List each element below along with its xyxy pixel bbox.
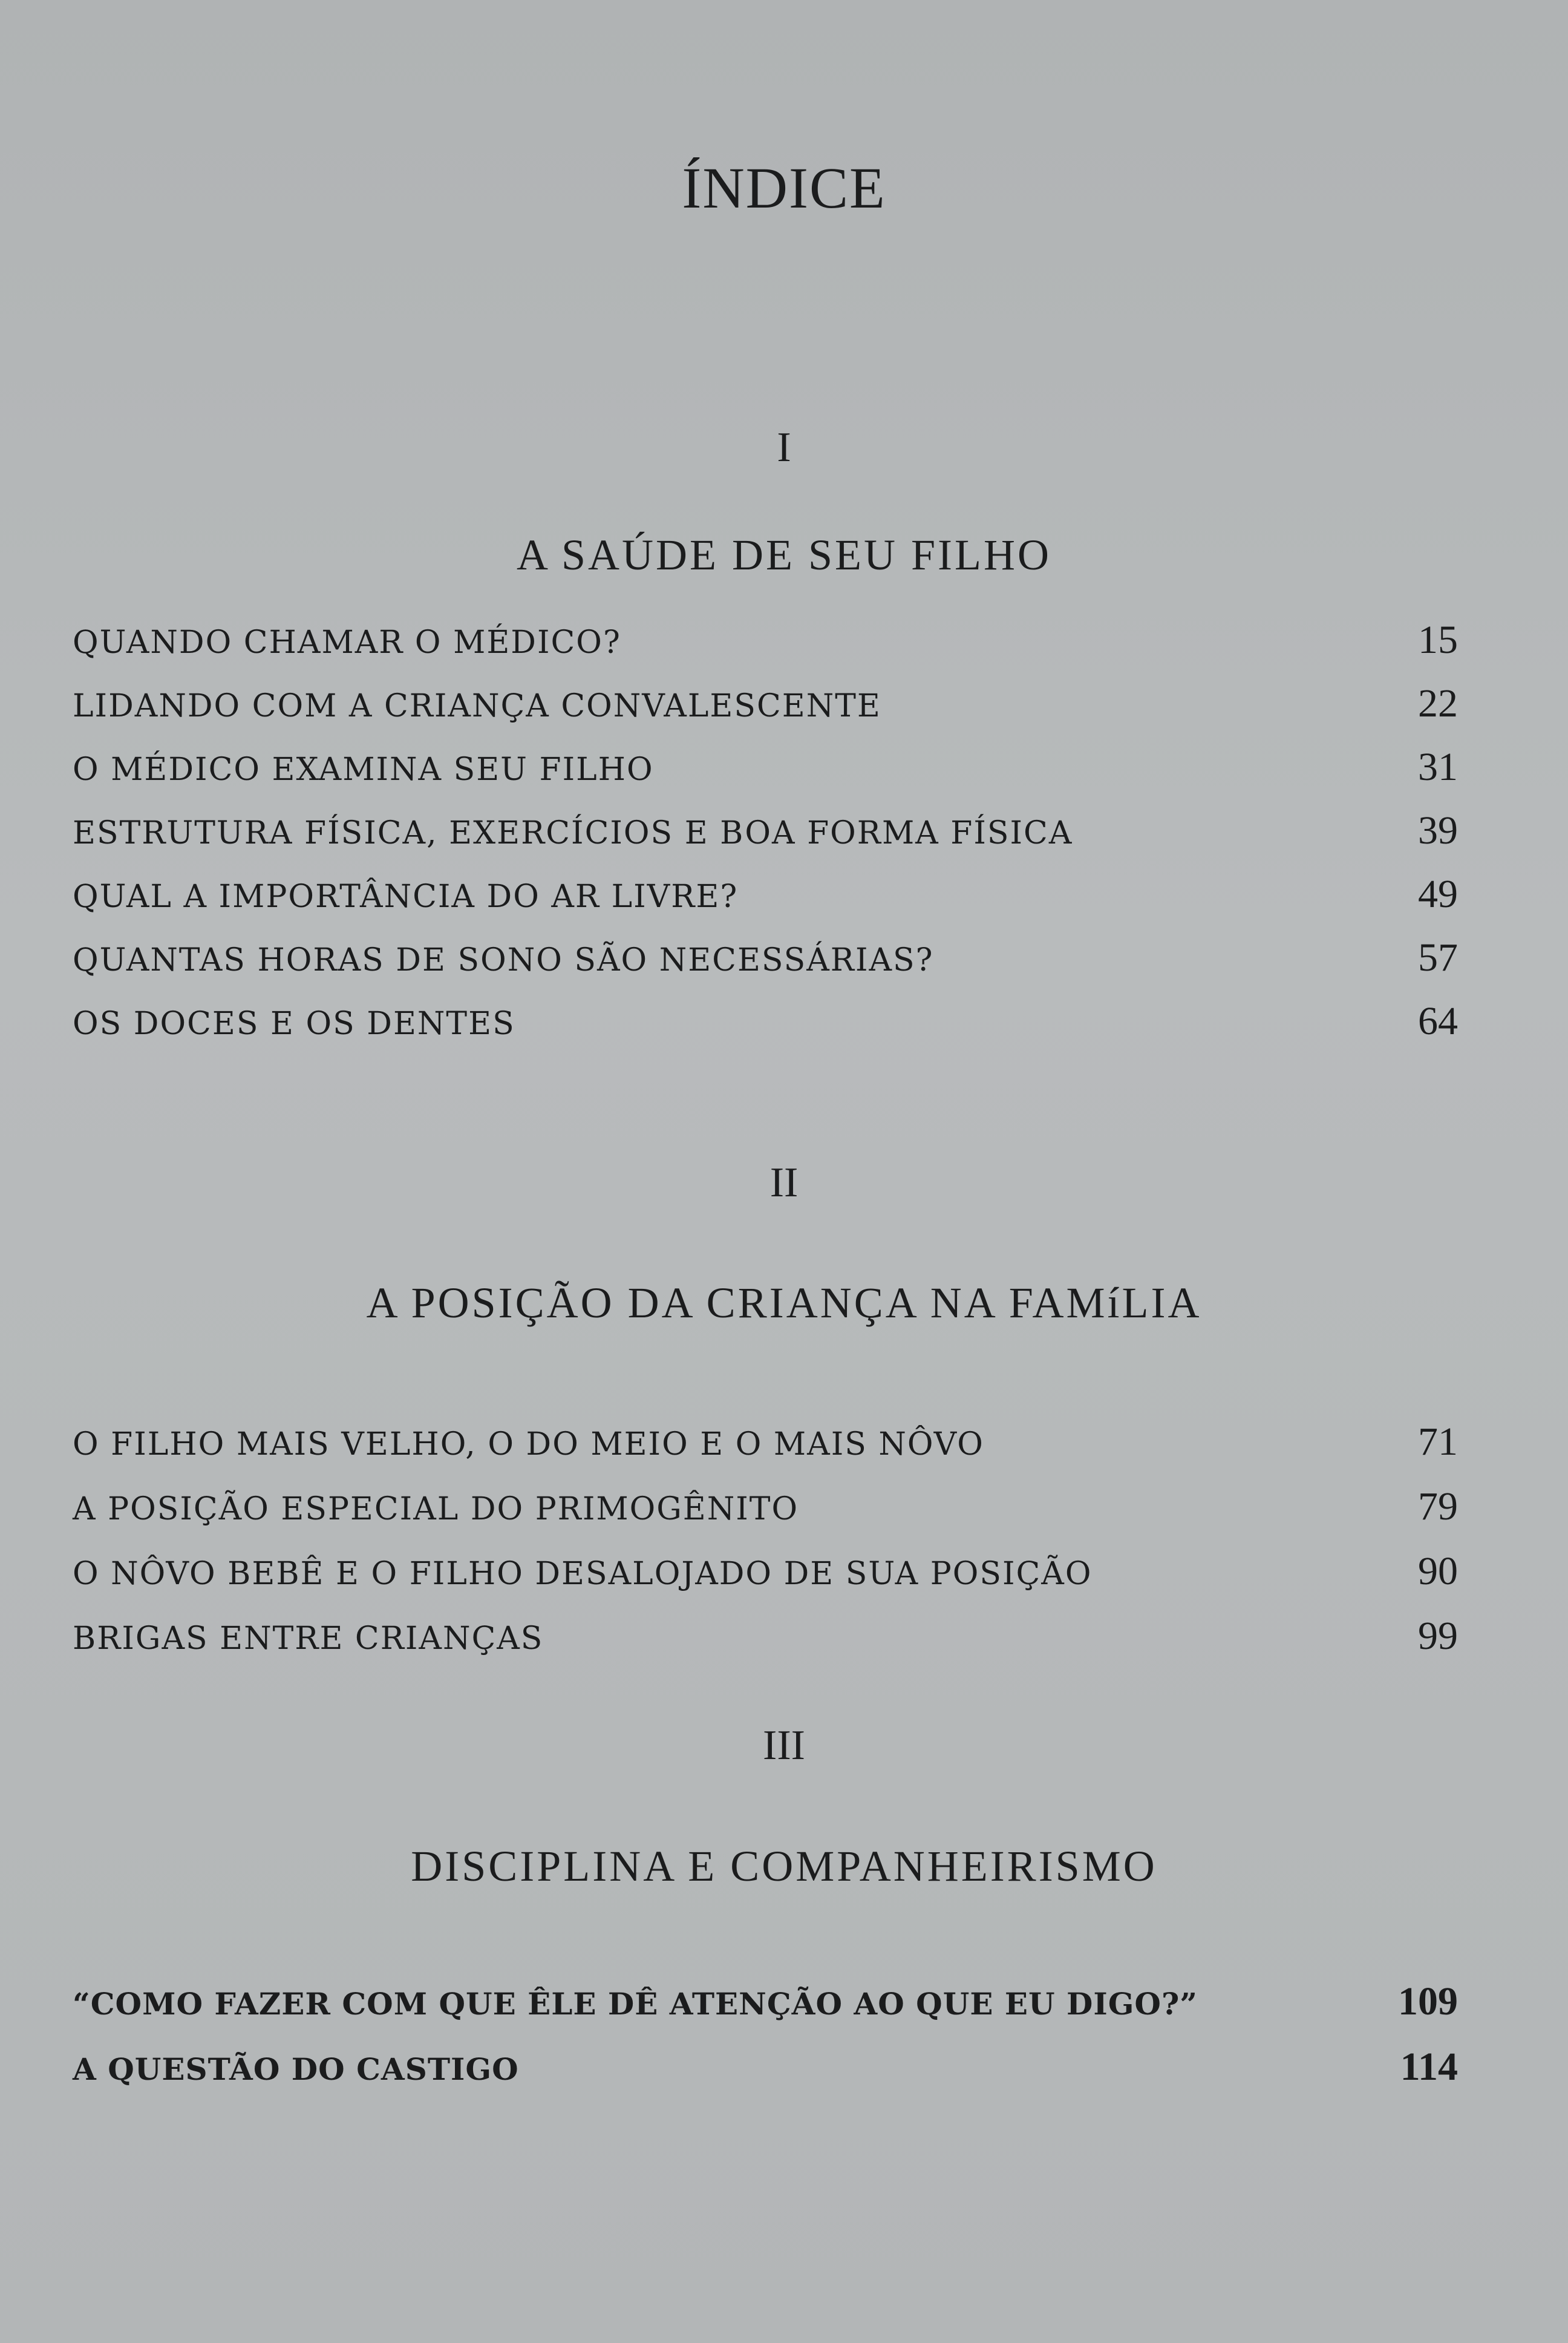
toc-entry[interactable]	[73, 681, 1458, 729]
toc-entry[interactable]	[73, 2044, 1458, 2092]
toc-entry-label: OS DOCES E OS DENTES	[73, 1006, 515, 1042]
toc-entry-label: QUAL A IMPORTÂNCIA DO AR LIVRE?	[73, 879, 739, 915]
toc-entry[interactable]	[73, 808, 1458, 856]
toc-entry-page: 22	[1418, 681, 1458, 726]
toc-entry-page: 71	[1418, 1420, 1458, 1464]
toc-entry[interactable]	[73, 1613, 1458, 1662]
toc-entry-label: QUANTAS HORAS DE SONO SÃO NECESSÁRIAS?	[73, 942, 934, 978]
section-title-i: A SAÚDE DE SEU FILHO	[516, 531, 1052, 579]
toc-entry-label: BRIGAS ENTRE CRIANÇAS	[73, 1620, 544, 1657]
toc-entry[interactable]	[73, 871, 1458, 920]
page-title: ÍNDICE	[682, 156, 886, 220]
toc-entry-label: LIDANDO COM A CRIANÇA CONVALESCENTE	[73, 688, 881, 724]
toc-entry[interactable]	[73, 744, 1458, 793]
toc-entry-label: QUANDO CHAMAR O MÉDICO?	[73, 624, 621, 661]
section-title-ii: A POSIÇÃO DA CRIANÇA NA FAMíLIA	[366, 1279, 1202, 1327]
section-numeral-i: I	[777, 424, 791, 471]
toc-entry[interactable]	[73, 998, 1458, 1047]
toc-entry-page: 109	[1398, 1979, 1458, 2024]
section-title-iii: DISCIPLINA E COMPANHEIRISMO	[411, 1842, 1157, 1890]
toc-entry-page: 57	[1418, 936, 1458, 980]
toc-entry[interactable]	[73, 1419, 1458, 1467]
toc-entry-label: “COMO FAZER COM QUE ÊLE DÊ ATENÇÃO AO QUE EU DIGO?”	[73, 1986, 1198, 2022]
toc-entry[interactable]	[73, 1484, 1458, 1532]
toc-entry-page: 79	[1418, 1484, 1458, 1529]
toc-entry-page: 114	[1400, 2045, 1458, 2089]
toc-entry[interactable]	[73, 935, 1458, 983]
toc-entry[interactable]	[73, 617, 1458, 666]
toc-entry-label: O FILHO MAIS VELHO, O DO MEIO E O MAIS NÔVO	[73, 1426, 984, 1463]
section-numeral-iii: III	[763, 1722, 805, 1769]
toc-entry-label: A QUESTÃO DO CASTIGO	[73, 2051, 519, 2087]
toc-entry-label: A POSIÇÃO ESPECIAL DO PRIMOGÊNITO	[73, 1491, 799, 1527]
toc-entry-page: 90	[1418, 1549, 1458, 1593]
toc-entry-page: 99	[1418, 1614, 1458, 1658]
toc-entry-page: 64	[1418, 999, 1458, 1043]
toc-entry[interactable]	[73, 1548, 1458, 1597]
toc-entry[interactable]	[73, 1979, 1458, 2027]
section-numeral-ii: II	[769, 1159, 799, 1206]
toc-entry-page: 39	[1418, 808, 1458, 853]
toc-entry-page: 31	[1418, 745, 1458, 789]
toc-entry-page: 49	[1418, 872, 1458, 916]
toc-entry-label: O MÉDICO EXAMINA SEU FILHO	[73, 752, 654, 788]
toc-entry-page: 15	[1418, 618, 1458, 662]
toc-entry-label: ESTRUTURA FÍSICA, EXERCÍCIOS E BOA FORMA FÍSICA	[73, 815, 1073, 851]
toc-entry-label: O NÔVO BEBÊ E O FILHO DESALOJADO DE SUA POSIÇÃO	[73, 1556, 1093, 1592]
